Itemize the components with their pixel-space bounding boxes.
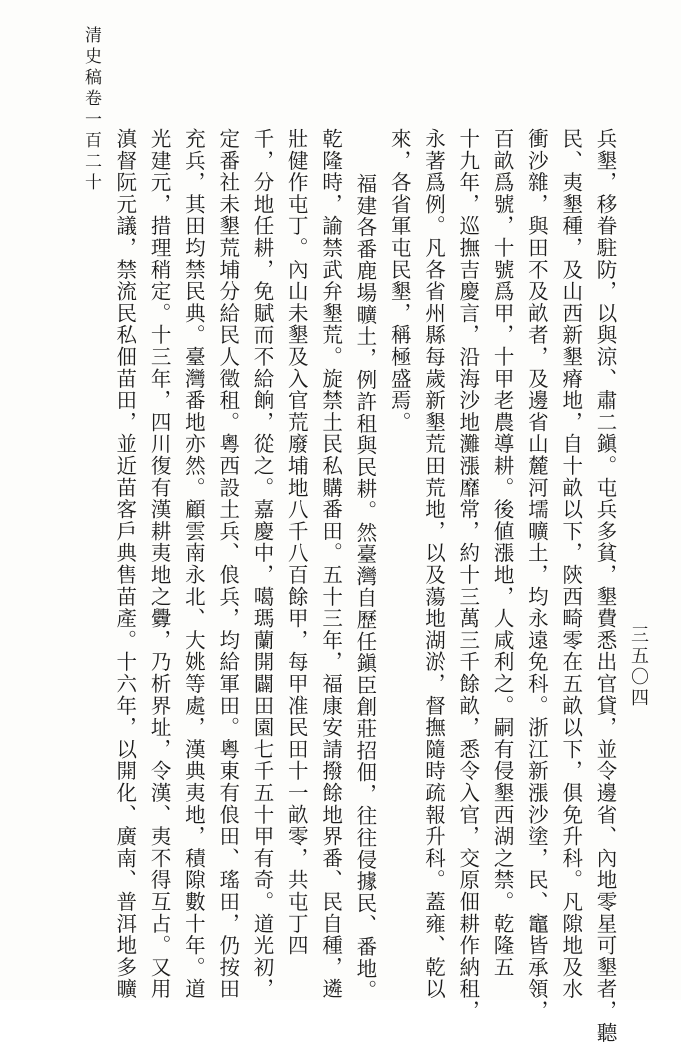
text-column-2: 民、夷墾種，及山西新墾瘠地，自十畝以下，陝西畸零在五畝以下，俱免升科。凡隙地及水 — [558, 128, 583, 1000]
page-number: 三五〇四 — [628, 625, 649, 709]
text-column-5: 十九年，巡撫吉慶言，沿海沙地灘漲靡常，約十三萬三千餘畝，悉令入官，交原佃耕作納租， — [455, 128, 480, 1022]
text-column-9: 乾隆時，諭禁武弁墾荒。旋禁土民私購番田。五十三年，福康安請撥餘地界番、民自種，遴 — [318, 128, 343, 1000]
text-column-13: 充兵，其田均禁民典。臺灣番地亦然。顧雲南永北、大姚等處，漢典夷地，積隙數十年。道 — [181, 128, 206, 1000]
text-column-1: 兵墾，移眷駐防，以與涼、肅二鎭。屯兵多貧，墾費悉出官貸，並令邊省、內地零星可墾者，聽 — [593, 128, 617, 1044]
text-column-4: 百畝爲號，十號爲甲，十甲老農導耕。後値漲地，人咸利之。嗣有侵墾西湖之禁。乾隆五 — [490, 128, 515, 979]
text-column-14: 光建元，措理稍定。十三年，四川復有漢耕夷地之釁，乃析界址，令漢、夷不得互占。又用 — [147, 128, 172, 1000]
text-column-3: 衝沙雜，與田不及畝者，及邊省山麓河壖曠土，均永遠免科。浙江新漲沙塗，民、竈皆承領， — [524, 128, 549, 1022]
running-header: 清史稿卷一百二十 — [81, 26, 101, 194]
text-column-6: 永著爲例。凡各省州縣每歲新墾荒田荒地，以及蕩地湖淤，督撫隨時疏報升科。蓋雍、乾以 — [421, 128, 446, 1000]
text-column-7: 來，各省軍屯民墾，稱極盛焉。 — [387, 128, 412, 434]
text-column-8: 福建各番鹿場曠土，例許租與民耕。然臺灣自歷任鎭臣創莊招佃，往往侵據民、番地。 — [352, 173, 377, 1002]
text-column-15: 滇督阮元議，禁流民私佃苗田，並近苗客戶典售苗產。十六年，以開化、廣南、普洱地多曠 — [112, 128, 137, 1000]
text-column-10: 壯健作屯丁。內山未墾及入官荒廢埔地八千八百餘甲，每甲准民田十一畝零，共屯丁四 — [284, 128, 309, 957]
text-column-11: 千，分地任耕，免賦而不給餉，從之。嘉慶中，噶瑪蘭開闢田園七千五十甲有奇。道光初， — [250, 128, 274, 1000]
text-column-12: 定番社未墾荒埔分給民人徵租。粵西設土兵、俍兵，均給軍田。粵東有俍田、瑤田，仍按田 — [215, 128, 240, 1000]
